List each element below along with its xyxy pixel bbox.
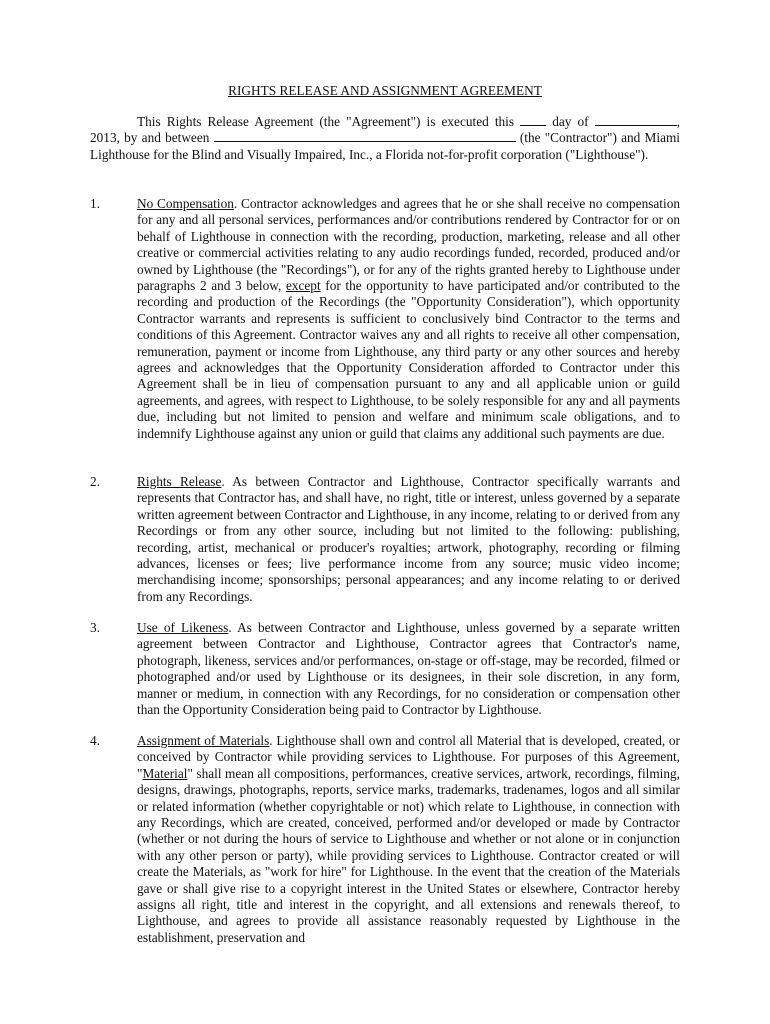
section-emphasis: except: [285, 278, 321, 294]
section-heading: Assignment of Materials: [137, 733, 270, 748]
section-number: 3.: [90, 620, 100, 635]
section-number: 4.: [90, 733, 100, 748]
intro-text-2: day of: [552, 114, 589, 129]
intro-text-5: (the "Contractor") and Miami Lighthouse for the Blind and Visually Impaired, Inc., a Florida not-for-profit corporation ("Lighthouse").: [90, 130, 681, 162]
section-3: [90, 620, 680, 718]
month-blank: [595, 114, 677, 126]
section-body: [137, 196, 680, 442]
section-4: [90, 733, 680, 946]
section-heading: Use of Likeness: [137, 620, 229, 635]
section-1: [90, 196, 680, 442]
title-text: RIGHTS RELEASE AND ASSIGNMENT AGREEMENT: [228, 83, 542, 98]
section-text: . Lighthouse shall own and control all Material that is developed, created, or conceived by Contractor while providing services to Lighthouse. For purposes of this Agreement, ": [137, 733, 680, 781]
section-body: [137, 733, 680, 946]
section-text: " shall mean all compositions, performances, creative services, artwork, recordings, filming, designs, drawings, photographs, reports, service marks, trademarks, tradenames, logos and all similar or related information (whether copyrightable or not) which relate to Lighthouse, in connection with any Recordings, which are created, conceived, performed and/or developed or made by Contractor (whether or not during the hours of service to Lighthouse and whether or not alone or in conjunction with any other person or party), while providing services to Lighthouse. Contractor created or will create the Materials, as "work for hire" for Lighthouse. In the event that the creation of the Materials gave or shall give rise to a copyright interest in the United States or elsewhere, Contractor hereby assigns all right, title and interest in the copyright, and all extensions and renewals thereof, to Lighthouse, and agrees to provide all assistance reasonably requested by Lighthouse in the establishment, preservation and: [137, 765, 680, 945]
section-text: . Contractor acknowledges and agrees that he or she shall receive no compensation for any and all personal services, performances and/or contributions rendered by Contractor for or on behalf of Lighthouse in connection with the recording, production, marketing, release and all other creative or commercial activities relating to any audio recordings funded, recorded, produced and/or owned by Lighthouse (the "Recordings"), or for any of the rights granted hereby to Lighthouse under paragraphs 2 and 3 below,: [137, 196, 680, 294]
intro-text-1: This Rights Release Agreement (the "Agreement") is executed this: [137, 114, 515, 129]
section-heading: Rights Release: [137, 474, 222, 489]
section-2: [90, 474, 680, 605]
intro-paragraph: [90, 114, 680, 163]
section-text: for the opportunity to have participated and/or contributed to the recording and production of the Recordings (the "Opportunity Consideration"), which opportunity Contractor warrants and represents is sufficient to conclusively bind Contractor to the terms and conditions of this Agreement. Contractor waives any and all rights to receive all other compensation, remuneration, payment or income from Lighthouse, any third party or any other sources and hereby agrees and acknowledges that the Opportunity Consideration afforded to Contractor under this Agreement shall be in lieu of compensation pursuant to any and all applicable union or guild agreements, and agrees, with respect to Lighthouse, to be solely responsible for any and all payments due, including but not limited to pension and welfare and minimum scale obligations, and to indemnify Lighthouse against any union or guild that claims any additional such payments are due.: [137, 278, 681, 441]
section-number: 1.: [90, 196, 100, 211]
intro-text-4: 2013, by and between: [90, 130, 210, 146]
section-text: . As between Contractor and Lighthouse, Contractor specifically warrants and represents that Contractor has, and shall have, no right, title or interest, unless governed by a separate written agreement between Contractor and Lighthouse, in any income, relating to or derived from any Recordings or from any other source, including but not limited to the following: publishing, recording, artist, mechanical or producer's royalties; artwork, photography, recording or filming advances, licenses or fees; live performance income from any source; music video income; merchandising income; sponsorships; personal appearances; and any income relating to or derived from any Recordings.: [137, 474, 680, 604]
document-title: [0, 82, 770, 99]
section-body: [137, 620, 680, 718]
section-heading: No Compensation: [137, 196, 234, 211]
intro-text-3: ,: [676, 114, 681, 129]
day-blank: [520, 114, 546, 126]
contractor-name-blank: [214, 130, 516, 142]
section-emphasis: Material: [142, 765, 188, 781]
section-number: 2.: [90, 474, 100, 489]
section-text: . As between Contractor and Lighthouse, unless governed by a separate written agreement between Contractor and Lighthouse, Contractor agrees that Contractor's name, photograph, likeness, services and/or performances, on-stage or off-stage, may be recorded, filmed or photographed and/or used by Lighthouse or its designees, in their sole discretion, in any form, manner or medium, in connection with any Recordings, for no consideration or compensation other than the Opportunity Consideration being paid to Contractor by Lighthouse.: [137, 620, 680, 718]
section-body: [137, 474, 680, 605]
